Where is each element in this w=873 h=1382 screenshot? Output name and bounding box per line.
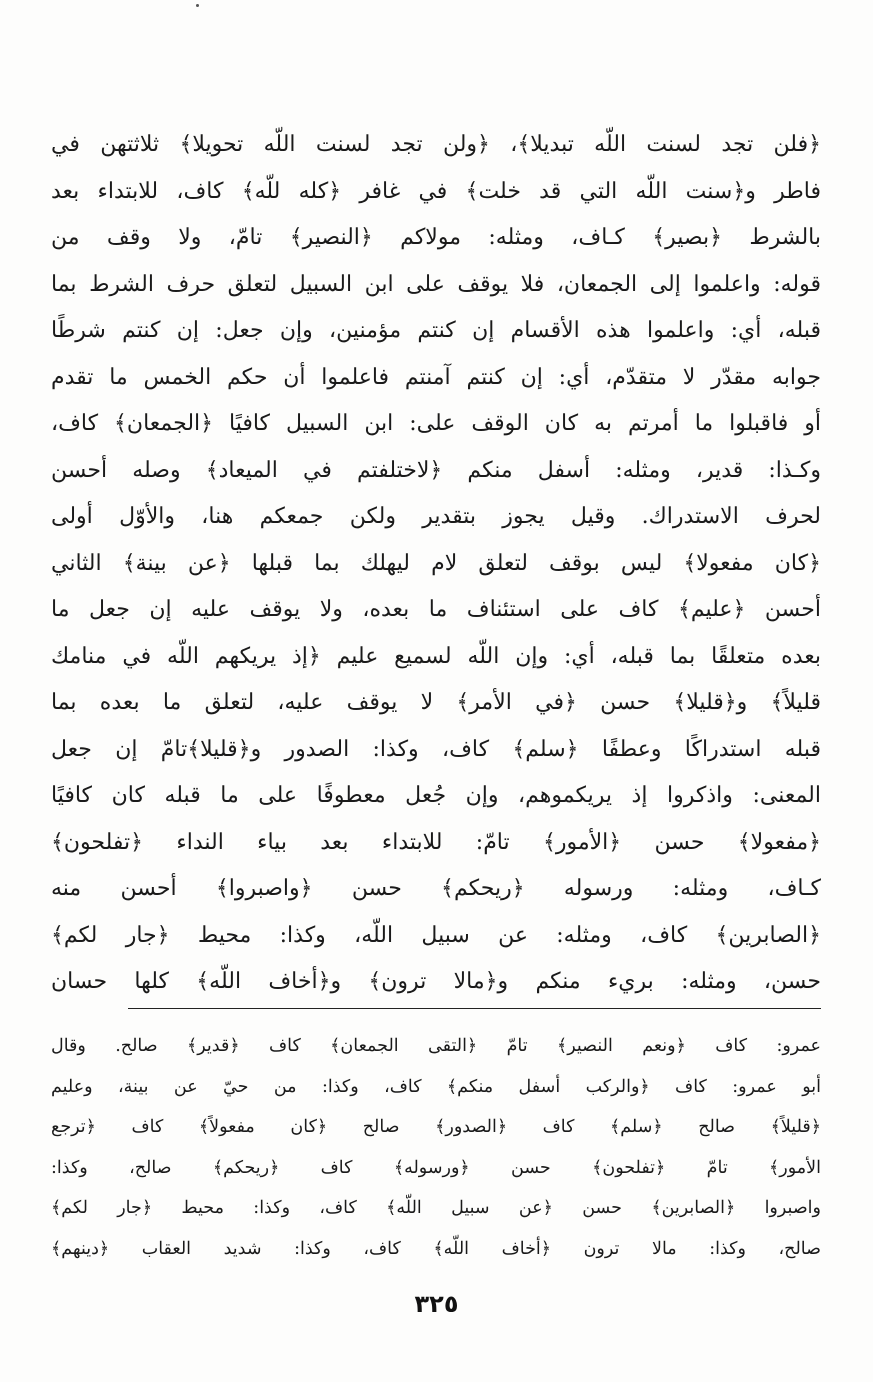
main-text-line: جوابه مقدّر لا متقدّم، أي: إن كنتم آمنتم فاعلموا أن حكم الخمس ما تقدم (51, 364, 821, 390)
page-number: ٣٢٥ (414, 1290, 459, 1318)
main-text-line: بعده متعلقًا بما قبله، أي: وإن اللّه لسميع عليم ﴿إذ يريكهم اللّه في منامك (51, 643, 821, 669)
footnotes-block (51, 1026, 821, 1270)
main-text-line: وكـذا: قدير، ومثله: أسفل منكم ﴿لاختلفتم في الميعاد﴾ وصله أحسن (51, 457, 821, 483)
main-text-line: ﴿كان مفعولا﴾ ليس بوقف لتعلق لام ليهلك بما قبلها ﴿عن بينة﴾ الثاني (51, 550, 821, 576)
main-text-line: لحرف الاستدراك. وقيل يجوز بتقدير ولكن جمعكم هنا، والأوّل أولى (51, 504, 821, 529)
main-text-line: بالشرط ﴿بصير﴾ كـاف، ومثله: مولاكم ﴿النصير﴾ تامّ، ولا وقف من (51, 225, 821, 250)
main-text-line: كـاف، ومثله: ورسوله ﴿ريحكم﴾ حسن ﴿واصبروا﴾ أحسن منه (51, 876, 821, 901)
main-text-line: ﴿فلن تجد لسنت اللّه تبديلا﴾، ﴿ولن تجد لسنت اللّه تحويلا﴾ ثلاثتهن في (51, 132, 821, 157)
footnote-line: أبو عمرو: كاف ﴿والركب أسفل منكم﴾ كاف، وكذا: من حيّ عن بينة، وعليم (51, 1076, 821, 1097)
main-text-line: حسن، ومثله: بريء منكم و﴿مالا ترون﴾ و﴿أخاف اللّه﴾ كلها حسان (51, 969, 821, 994)
main-text-block (51, 122, 821, 1006)
footnote-line: الأمور﴾ تامّ ﴿تفلحون﴾ حسن ﴿ورسوله﴾ كاف ﴿ريحكم﴾ صالح، وكذا: (51, 1157, 821, 1178)
main-text-line: أو فاقبلوا ما أمرتم به كان الوقف على: ابن السبيل كافيًا ﴿الجمعان﴾ كاف، (51, 411, 821, 436)
main-text-line: ﴿مفعولا﴾ حسن ﴿الأمور﴾ تامّ: للابتداء بعد بياء النداء ﴿تفلحون﴾ (51, 829, 821, 855)
footnote-line: واصبروا ﴿الصابرين﴾ حسن ﴿عن سبيل اللّه﴾ كاف، وكذا: محيط ﴿جار لكم﴾ (51, 1198, 821, 1219)
main-text-line: قليلاً﴾ و﴿قليلا﴾ حسن ﴿في الأمر﴾ لا يوقف عليه، لتعلق ما بعده بما (51, 690, 821, 715)
footnote-line: صالح، وكذا: مالا ترون ﴿أخاف اللّه﴾ كاف، وكذا: شديد العقاب ﴿دينهم﴾ (51, 1238, 821, 1259)
main-text-line: ﴿الصابرين﴾ كاف، ومثله: عن سبيل اللّه، وكذا: محيط ﴿جار لكم﴾ (51, 922, 821, 948)
main-text-line: قبله استدراكًا وعطفًا ﴿سلم﴾ كاف، وكذا: الصدور و﴿قليلا﴾تامّ إن جعل (51, 736, 821, 762)
main-text-line: أحسن ﴿عليم﴾ كاف على استئناف ما بعده، ولا يوقف عليه إن جعل ما (51, 597, 821, 622)
footnote-line: ﴿قليلاً﴾ صالح ﴿سلم﴾ كاف ﴿الصدور﴾ صالح ﴿كان مفعولاً﴾ كاف ﴿ترجع (51, 1117, 821, 1138)
main-text-line: قبله، أي: واعلموا هذه الأقسام إن كنتم مؤمنين، وإن جعل: إن كنتم شرطًا (51, 318, 821, 343)
footnote-line: عمرو: كاف ﴿ونعم النصير﴾ تامّ ﴿التقى الجمعان﴾ كاف ﴿قدير﴾ صالح. وقال (51, 1036, 821, 1056)
main-text-line: فاطر و﴿سنت اللّه التي قد خلت﴾ في غافر ﴿كله للّه﴾ كاف، للابتداء بعد (51, 178, 821, 204)
main-text-line: قوله: واعلموا إلى الجمعان، فلا يوقف على ابن السبيل لتعلق حرف الشرط بما (51, 271, 821, 297)
footnote-separator (128, 1008, 821, 1009)
scan-speck (196, 4, 199, 7)
main-text-line: المعنى: واذكروا إذ يريكموهم، وإن جُعل معطوفًا على ما قبله كان كافيًا (51, 783, 821, 808)
